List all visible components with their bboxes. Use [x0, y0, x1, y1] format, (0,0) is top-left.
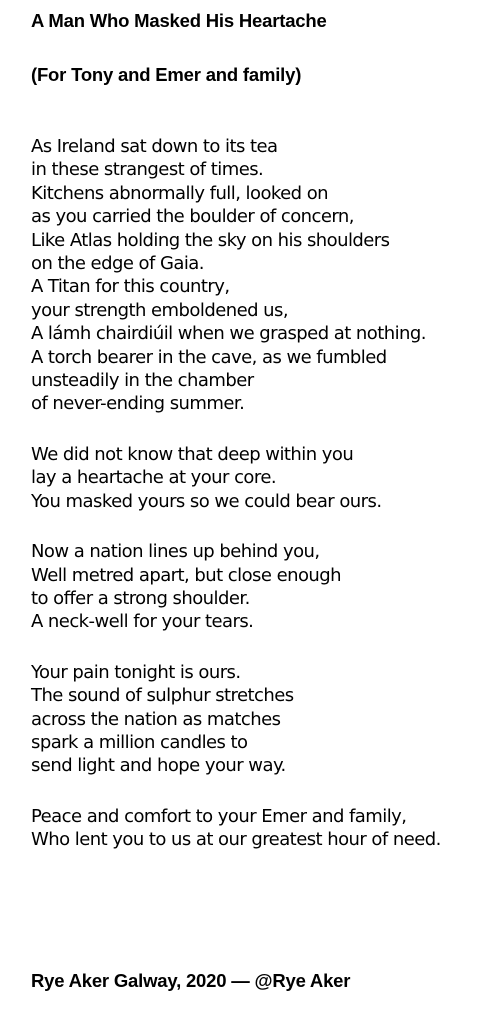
- poem-line: on the edge of Gaia.: [31, 253, 204, 275]
- poem-line: You masked yours so we could bear ours.: [31, 490, 382, 512]
- poem-line: across the nation as matches: [31, 708, 281, 730]
- poem-stanza: [31, 135, 501, 416]
- poem-stanza: [31, 661, 501, 778]
- poem-stanza: [31, 805, 501, 852]
- poem-title: A Man Who Masked His Heartache: [31, 10, 327, 31]
- poem-line: to offer a strong shoulder.: [31, 587, 250, 609]
- poem-line: The sound of sulphur stretches: [31, 685, 294, 707]
- poem-line: A lámh chairdiúil when we grasped at nothing.: [31, 323, 426, 345]
- poem-signature: Rye Aker Galway, 2020 — @Rye Aker: [31, 970, 351, 991]
- poem-line: lay a heartache at your core.: [31, 467, 277, 489]
- poem-line: in these strangest of times.: [31, 159, 264, 181]
- poem-line: Who lent you to us at our greatest hour of need.: [31, 829, 441, 851]
- poem-line: unsteadily in the chamber: [31, 370, 254, 392]
- poem-line: A torch bearer in the cave, as we fumbled: [31, 346, 387, 368]
- poem-line: send light and hope your way.: [31, 755, 286, 777]
- poem-line: your strength emboldened us,: [31, 299, 289, 321]
- poem-stanza: [31, 443, 501, 513]
- poem-line: Well metred apart, but close enough: [31, 564, 342, 586]
- poem-line: Kitchens abnormally full, looked on: [31, 182, 329, 204]
- poem-line: as you carried the boulder of concern,: [31, 206, 354, 228]
- poem-dedication: (For Tony and Emer and family): [31, 64, 302, 85]
- poem-line: A neck-well for your tears.: [31, 611, 254, 633]
- poem-line: Like Atlas holding the sky on his shoulders: [31, 229, 390, 251]
- poem-stanza: [31, 540, 501, 634]
- poem-line: of never-ending summer.: [31, 393, 245, 415]
- poem-line: spark a million candles to: [31, 731, 248, 753]
- poem-line: Peace and comfort to your Emer and family,: [31, 805, 407, 827]
- poem-line: Your pain tonight is ours.: [31, 661, 241, 683]
- poem-line: A Titan for this country,: [31, 276, 230, 298]
- poem-line: As Ireland sat down to its tea: [31, 136, 278, 157]
- poem-body: [31, 135, 501, 879]
- poem-line: We did not know that deep within you: [31, 443, 354, 465]
- poem-line: Now a nation lines up behind you,: [31, 541, 320, 563]
